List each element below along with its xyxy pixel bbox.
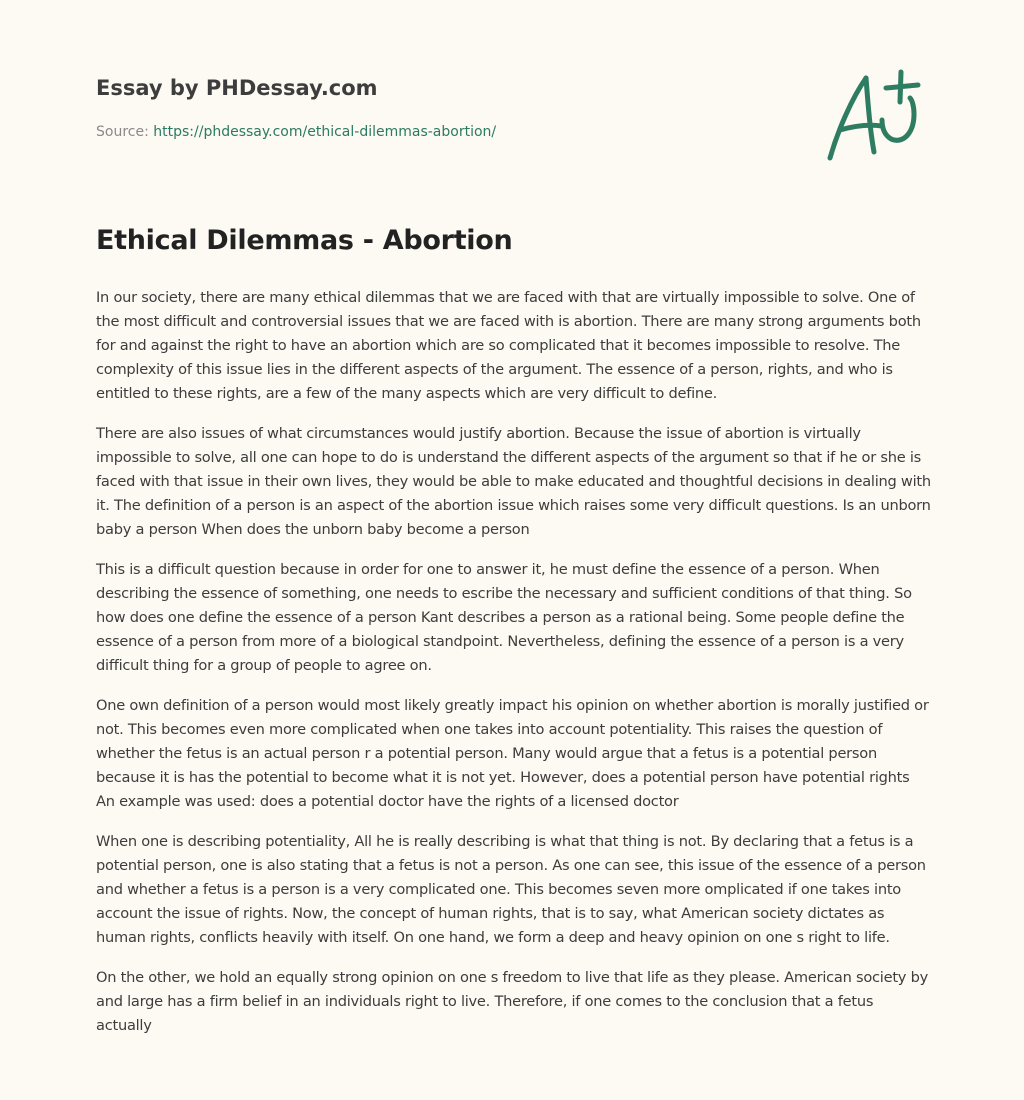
site-title: Essay by PHDessay.com bbox=[96, 76, 378, 100]
source-label: Source: bbox=[96, 124, 154, 140]
source-link[interactable]: https://phdessay.com/ethical-dilemmas-abortion/ bbox=[153, 124, 497, 140]
essay-paragraph: On the other, we hold an equally strong opinion on one s freedom to live that life as they please. American society by and large has a firm belief in an individuals right to live. Therefore, if one comes to the conclusion that a fetus actually bbox=[96, 969, 928, 1034]
essay-title: Ethical Dilemmas - Abortion bbox=[96, 225, 513, 256]
source-line bbox=[96, 124, 496, 140]
essay-paragraph: When one is describing potentiality, All he is really describing is what that thing is not. By declaring that a fetus is a potential person, one is also stating that a fetus is not a person. As one can see, this issue of the essence of a person and whether a fetus is a person is a very complicated one. This becomes seven more omplicated if one takes into account the issue of rights. Now, the concept of human rights, that is to say, what American society dictates as human rights, conflicts heavily with itself. On one hand, we form a deep and heavy opinion on one s right to life. bbox=[96, 833, 926, 946]
a-plus-logo-icon bbox=[824, 68, 926, 164]
essay-body bbox=[96, 286, 932, 1054]
essay-paragraph: One own definition of a person would most likely greatly impact his opinion on whether abortion is morally justified or not. This becomes even more complicated when one takes into account potentiality. This raises the question of whether the fetus is an actual person r a potential person. Many would argue that a fetus is a potential person because it is has the potential to become what it is not yet. However, does a potential person have potential rights An example was used: does a potential doctor have the rights of a licensed doctor bbox=[96, 697, 929, 810]
essay-paragraph: This is a difficult question because in order for one to answer it, he must define the essence of a person. When describing the essence of something, one needs to escribe the necessary and sufficient conditions of that thing. So how does one define the essence of a person Kant describes a person as a rational being. Some people define the essence of a person from more of a biological standpoint. Nevertheless, defining the essence of a person is a very difficult thing for a group of people to agree on. bbox=[96, 561, 912, 674]
essay-paragraph: There are also issues of what circumstances would justify abortion. Because the issue of abortion is virtually impossible to solve, all one can hope to do is understand the different aspects of the argument so that if he or she is faced with that issue in their own lives, they would be able to make educated and thoughtful decisions in dealing with it. The definition of a person is an aspect of the abortion issue which raises some very difficult questions. Is an unborn baby a person When does the unborn baby become a person bbox=[96, 425, 931, 538]
essay-paragraph: In our society, there are many ethical dilemmas that we are faced with that are virtually impossible to solve. One of the most difficult and controversial issues that we are faced with is abortion. There are many strong arguments both for and against the right to have an abortion which are so complicated that it becomes impossible to resolve. The complexity of this issue lies in the different aspects of the argument. The essence of a person, rights, and who is entitled to these rights, are a few of the many aspects which are very difficult to define. bbox=[96, 289, 921, 402]
